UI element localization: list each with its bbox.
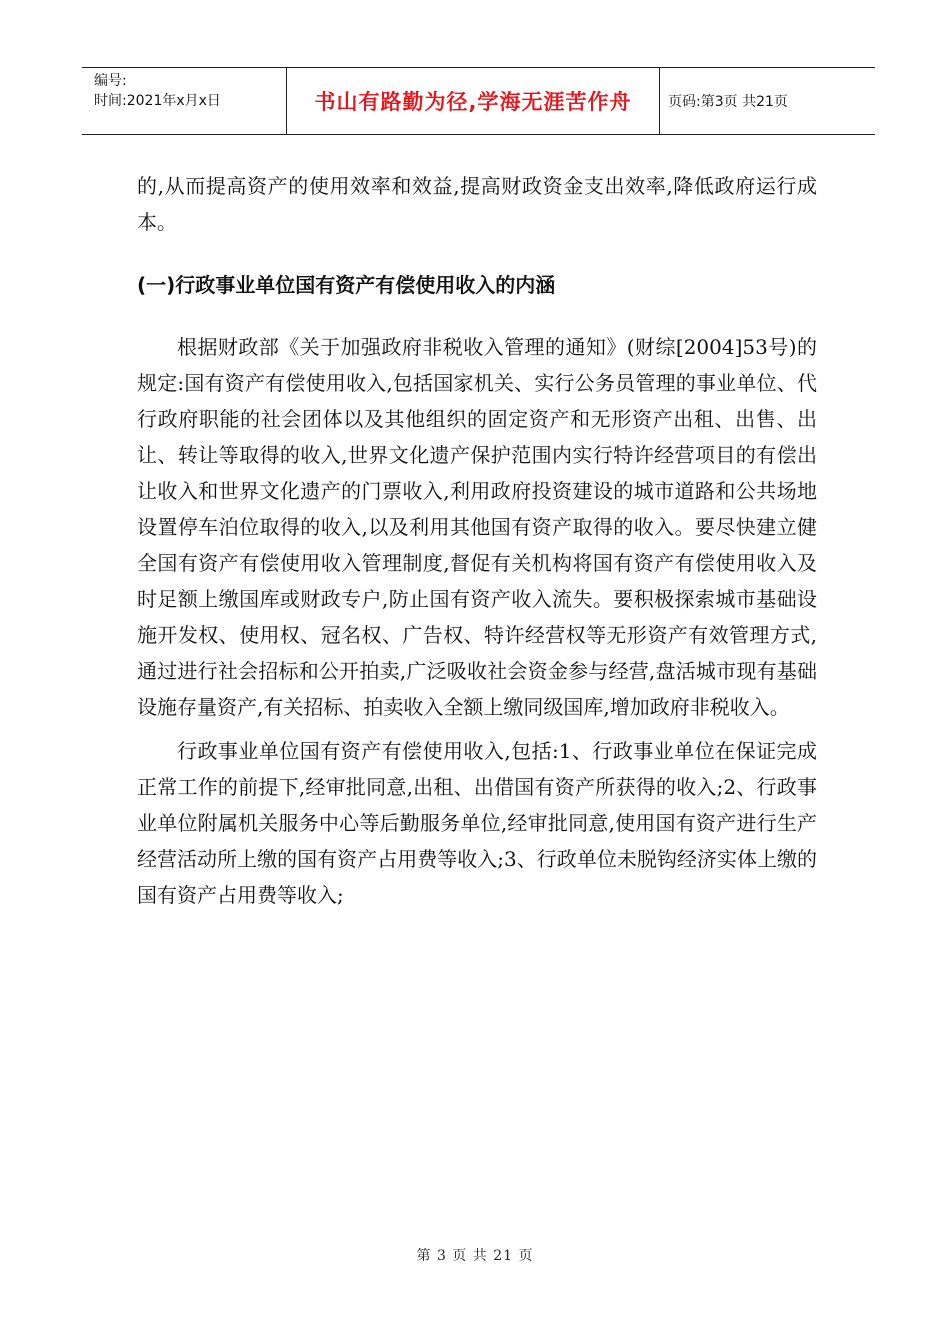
paragraph-revenue-items: 行政事业单位国有资产有偿使用收入,包括:1、行政事业单位在保证完成正常工作的前提下,经审批同意,出租、出借国有资产所获得的收入;2、行政事业单位附属机关服务中心等后勤服务单位,经审批同意,使用国有资产进行生产经营活动所上缴的国有资产占用费等收入;3、行政单位未脱钩经济实体上缴的国有资产占用费等收入;: [137, 739, 817, 907]
document-body: [137, 168, 817, 913]
header-page-info: 页码:第3页 共21页: [668, 94, 788, 110]
document-date: 时间:2021年x月x日: [94, 93, 221, 109]
header-meta-cell: [82, 68, 287, 134]
paragraph-continued: 的,从而提高资产的使用效率和效益,提高财政资金支出效率,降低政府运行成本。: [137, 174, 817, 234]
header-motto: 书山有路勤为径,学海无涯苦作舟: [314, 90, 632, 114]
paragraph-definition: 根据财政部《关于加强政府非税收入管理的通知》(财综[2004]53号)的规定:国有资产有偿使用收入,包括国家机关、实行公务员管理的事业单位、代行政府职能的社会团体以及其他组织的固定资产和无形资产出租、出售、出让、转让等取得的收入,世界文化遗产保护范围内实行特许经营项目的有偿出让收入和世界文化遗产的门票收入,利用政府投资建设的城市道路和公共场地设置停车泊位取得的收入,以及利用其他国有资产取得的收入。要尽快建立健全国有资产有偿使用收入管理制度,督促有关机构将国有资产有偿使用收入及时足额上缴国库或财政专户,防止国有资产收入流失。要积极探索城市基础设施开发权、使用权、冠名权、广告权、特许经营权等无形资产有效管理方式,通过进行社会招标和公开拍卖,广泛吸收社会资金参与经营,盘活城市现有基础设施存量资产,有关招标、拍卖收入全额上缴同级国库,增加政府非税收入。: [137, 335, 817, 719]
document-number-label: 编号:: [94, 73, 127, 89]
section-heading: (一)行政事业单位国有资产有偿使用收入的内涵: [137, 273, 556, 297]
page-footer: 第 3 页 共 21 页: [416, 1248, 534, 1264]
header-page-cell: [660, 68, 875, 134]
page-header: [82, 67, 875, 135]
header-motto-cell: [287, 68, 660, 134]
